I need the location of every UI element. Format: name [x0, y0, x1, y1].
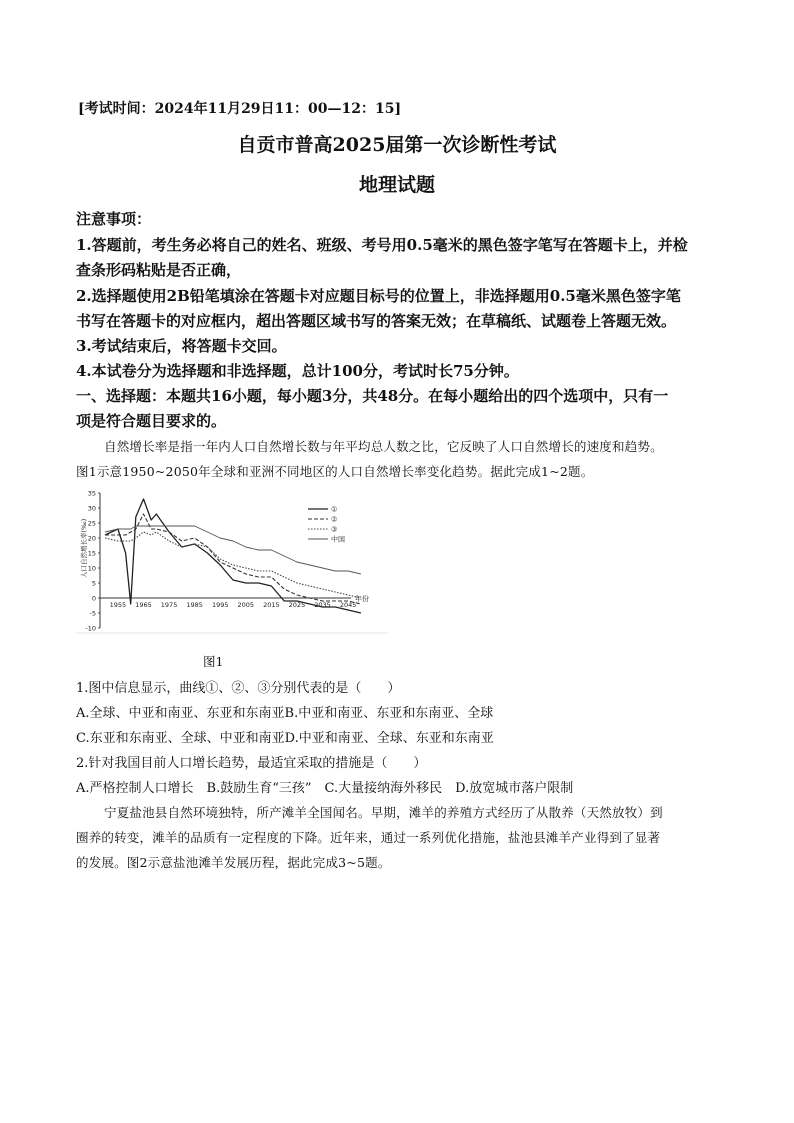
note-line-1: 1.答题前，考生务必将自己的姓名、班级、考号用0.5毫米的黑色签字笔写在答题卡上，并检 [76, 236, 688, 254]
x-tick-label: 1985 [186, 601, 203, 609]
legend-label: ① [331, 505, 338, 514]
passage2-line-3: 的发展。图2示意盐池滩羊发展历程，据此完成3~5题。 [76, 855, 391, 870]
x-tick-label: 2025 [288, 601, 306, 609]
x-tick-label: 1975 [160, 601, 178, 609]
exam-title: 自贡市普高2025届第一次诊断性考试 [237, 134, 557, 156]
y-tick-label: 0 [91, 594, 96, 603]
question-2-stem: 2.针对我国目前人口增长趋势，最适宜采取的措施是（ ） [76, 756, 427, 771]
y-tick-label: 10 [87, 564, 96, 573]
x-tick-label: 1995 [211, 601, 229, 609]
series-line-3 [105, 532, 361, 598]
legend-label: ② [331, 515, 338, 524]
x-tick-label: 1955 [109, 601, 127, 609]
y-tick-label: 35 [87, 489, 96, 498]
passage2-line-1: 宁夏盐池县自然环境独特，所产滩羊全国闻名。早期，滩羊的养殖方式经历了从散养（天然放牧）到 [104, 805, 663, 820]
figure-caption: 图1 [203, 654, 224, 669]
y-tick-label: 30 [87, 504, 96, 513]
chart-svg [76, 483, 388, 638]
y-tick-label: 20 [87, 534, 96, 543]
notes-heading: 注意事项： [76, 210, 152, 228]
series-line-4 [105, 526, 361, 574]
series-line-2 [105, 514, 361, 604]
note-line-6: 4.本试卷分为选择题和非选择题，总计100分，考试时长75分钟。 [76, 362, 519, 380]
x-tick-label: 2045 [339, 601, 357, 609]
note-line-2: 查条形码粘贴是否正确， [76, 261, 242, 279]
question-2-options: A.严格控制人口增长 B.鼓励生育“三孩” C.大量接纳海外移民 D.放宽城市落户限制 [76, 781, 574, 796]
y-tick-label: 5 [91, 579, 96, 588]
question-1-options-cd: C.东亚和东南亚、全球、中亚和南亚D.中亚和南亚、全球、东亚和东南亚 [76, 731, 494, 746]
exam-subject: 地理试题 [358, 174, 435, 196]
legend-label: ③ [331, 525, 338, 534]
legend-label: 中国 [331, 535, 345, 544]
x-tick-label: 2015 [263, 601, 280, 609]
question-1-stem: 1.图中信息显示，曲线①、②、③分别代表的是（ ） [76, 681, 401, 696]
x-tick-label: 1965 [135, 601, 152, 609]
passage1-line-1: 自然增长率是指一年内人口自然增长数与年平均总人数之比，它反映了人口自然增长的速度和趋势。 [104, 439, 663, 454]
y-axis-label: 人口自然增长率(‰) [80, 518, 88, 578]
passage1-line-2: 图1示意1950~2050年全球和亚洲不同地区的人口自然增长率变化趋势。据此完成1~2题。 [76, 464, 594, 479]
section-heading-line-2: 项是符合题目要求的。 [76, 412, 227, 430]
exam-time: [考试时间：2024年11月29日11：00—12：15] [78, 101, 402, 117]
y-tick-label: 15 [87, 549, 96, 558]
note-line-5: 3.考试结束后，将答题卡交回。 [76, 337, 287, 355]
y-tick-label: 25 [87, 519, 96, 528]
y-tick-label: -10 [85, 624, 96, 633]
section-heading-line-1: 一、选择题：本题共16小题，每小题3分，共48分。在每小题给出的四个选项中，只有一 [76, 387, 669, 405]
x-axis-label: 年份 [355, 595, 369, 603]
population-growth-chart [76, 483, 388, 638]
x-tick-label: 2035 [314, 601, 331, 609]
series-line-1 [105, 499, 361, 613]
note-line-4: 书写在答题卡的对应框内，超出答题区域书写的答案无效；在草稿纸、试题卷上答题无效。 [76, 312, 677, 330]
x-tick-label: 2005 [237, 601, 255, 609]
note-line-3: 2.选择题使用2B铅笔填涂在答题卡对应题目标号的位置上，非选择题用0.5毫米黑色签字笔 [76, 287, 681, 305]
passage2-line-2: 圈养的转变，滩羊的品质有一定程度的下降。近年来，通过一系列优化措施，盐池县滩羊产业得到了显著 [76, 830, 661, 845]
y-tick-label: -5 [89, 609, 96, 618]
question-1-options-ab: A.全球、中亚和南亚、东亚和东南亚B.中亚和南亚、东亚和东南亚、全球 [76, 706, 494, 721]
